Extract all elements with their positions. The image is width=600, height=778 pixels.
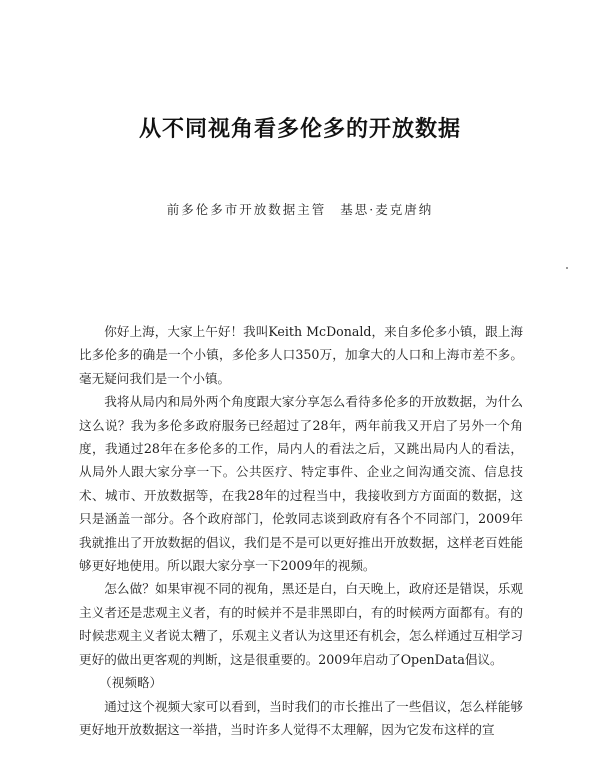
paragraph: 通过这个视频大家可以看到，当时我们的市长推出了一些倡议，怎么样能够更好地开放数据这一举措，当时许多人觉得不太理解，因为它发布这样的宣: [79, 698, 523, 737]
article-body: [79, 320, 523, 741]
author-name: 基思·麦克唐纳: [340, 202, 434, 217]
author-byline: [0, 200, 600, 218]
author-role: 前多伦多市开放数据主管: [166, 202, 327, 217]
page-title: 从不同视角看多伦多的开放数据: [138, 117, 461, 142]
scan-speck: [566, 267, 568, 269]
paragraph: 我将从局内和局外两个角度跟大家分享怎么看待多伦多的开放数据，为什么这么说？我为多伦多政府服务已经超过了28年，两年前我又开启了另外一个角度，我通过28年在多伦多的工作，局内人的看法之后，又跳出局内人的看法，从局外人跟大家分享一下。公共医疗、特定事件、企业之间沟通交流、信息技术、城市、开放数据等，在我28年的过程当中，我接收到方方面面的数据，这只是涵盖一部分。各个政府部门，伦敦同志谈到政府有各个不同部门，2009年我就推出了开放数据的倡议，我们是不是可以更好推出开放数据，这样老百姓能够更好地使用。所以跟大家分享一下2009年的视频。: [79, 394, 523, 574]
paragraph: 你好上海，大家上午好！我叫Keith McDonald，来自多伦多小镇，跟上海比多伦多的确是一个小镇，多伦多人口350万，加拿大的人口和上海市差不多。毫无疑问我们是一个小镇。: [79, 324, 523, 386]
video-omitted-note: （视频略）: [99, 675, 163, 691]
paragraph: 怎么做？如果审视不同的视角，黑还是白，白天晚上，政府还是错误，乐观主义者还是悲观主义者，有的时候并不是非黑即白，有的时候两方面都有。有的时候悲观主义者说太糟了，乐观主义者认为这里还有机会，怎么样通过互相学习更好的做出更客观的判断，这是很重要的。2009年启动了OpenData倡议。: [79, 581, 523, 667]
